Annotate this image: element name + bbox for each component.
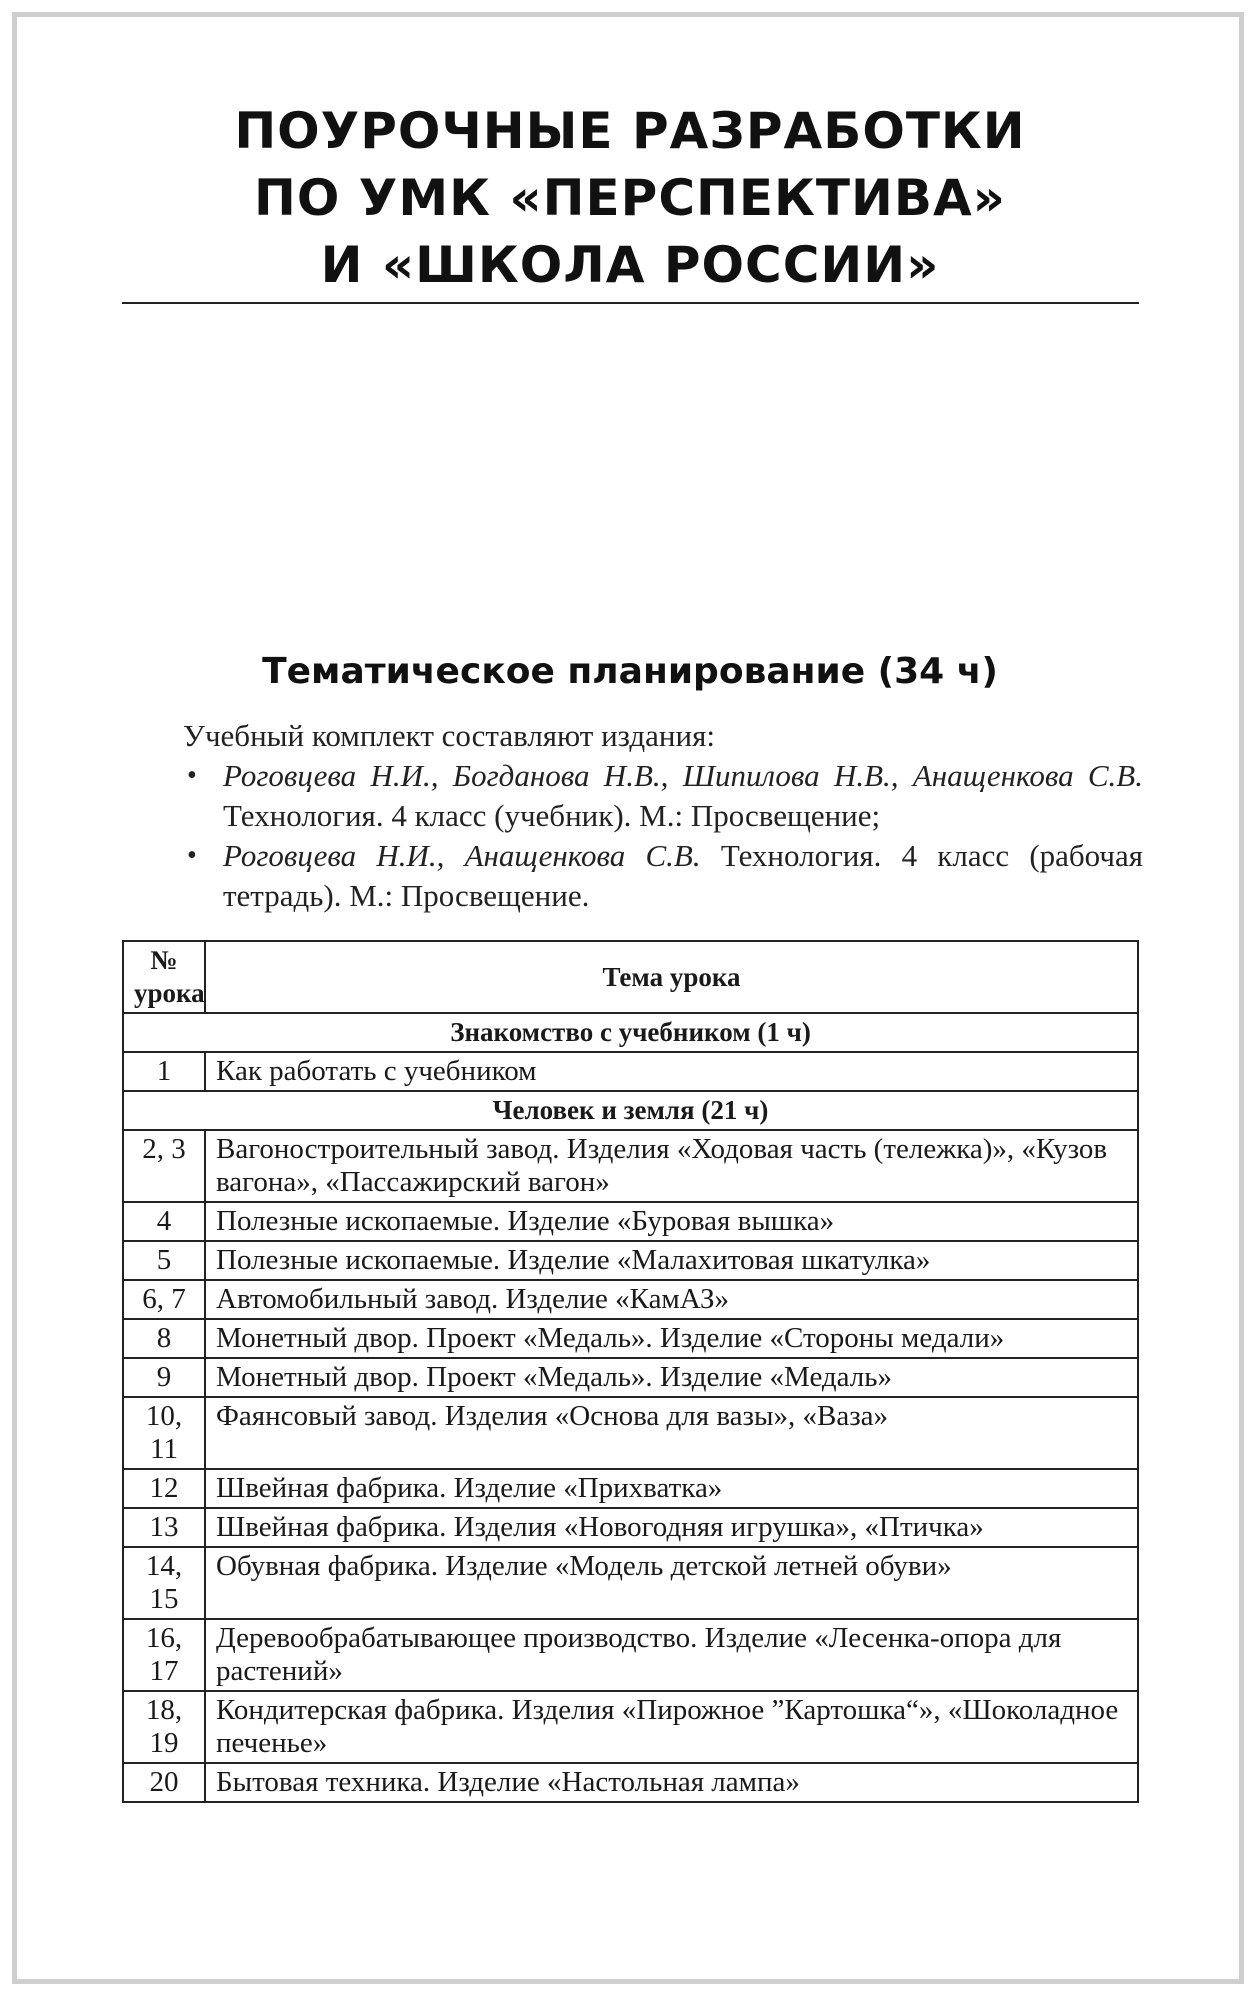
lesson-topic-cell: Кондитерская фабрика. Изделия «Пирожное ”Картошка“», «Шоколадное печенье» <box>205 1691 1138 1763</box>
lesson-number-cell: 8 <box>123 1319 205 1358</box>
lesson-number-cell: 4 <box>123 1202 205 1241</box>
header-divider <box>122 302 1139 304</box>
edition-authors: Роговцева Н.И., Богданова Н.В., Шипилова Н.В., Анащенкова С.В. <box>223 758 1143 793</box>
table-row <box>123 1280 1138 1319</box>
lesson-topic-cell: Монетный двор. Проект «Медаль». Изделие «Стороны медали» <box>205 1319 1138 1358</box>
table-row <box>123 1397 1138 1469</box>
lesson-number-cell: 2, 3 <box>123 1130 205 1202</box>
header-line-3: И «ШКОЛА РОССИИ» <box>320 236 940 294</box>
header-num-sign: № <box>150 945 178 975</box>
table-header-row <box>123 941 1138 1013</box>
section-title-cell: Знакомство с учебником (1 ч) <box>123 1013 1138 1052</box>
lesson-topic-cell: Вагоностроительный завод. Изделия «Ходовая часть (тележка)», «Кузов вагона», «Пассажирский вагон» <box>205 1130 1138 1202</box>
lesson-topic-cell: Деревообрабатывающее производство. Изделие «Лесенка-опора для растений» <box>205 1619 1138 1691</box>
table-row <box>123 1619 1138 1691</box>
edition-text: Технология. 4 класс (учебник). М.: Просвещение; <box>223 798 881 833</box>
lesson-number-cell: 12 <box>123 1469 205 1508</box>
edition-list <box>183 756 1143 916</box>
edition-text: Технология. 4 класс (рабочая тетрадь). М.: Просвещение. <box>223 838 1143 913</box>
section-row <box>123 1013 1138 1052</box>
table-row <box>123 1508 1138 1547</box>
lesson-topic-cell: Полезные ископаемые. Изделие «Буровая вышка» <box>205 1202 1138 1241</box>
lesson-topic-cell: Фаянсовый завод. Изделия «Основа для вазы», «Ваза» <box>205 1397 1138 1469</box>
table-row <box>123 1319 1138 1358</box>
table-row <box>123 1763 1138 1802</box>
edition-authors: Роговцева Н.И., Анащенкова С.В. <box>223 838 701 873</box>
table-body <box>123 1013 1138 1802</box>
lesson-number-cell: 10, 11 <box>123 1397 205 1469</box>
lesson-number-cell: 16, 17 <box>123 1619 205 1691</box>
lesson-number-cell: 5 <box>123 1241 205 1280</box>
lesson-topic-cell: Обувная фабрика. Изделие «Модель детской летней обуви» <box>205 1547 1138 1619</box>
header-num-word: урока <box>134 978 205 1008</box>
table-row <box>123 1241 1138 1280</box>
lesson-number-cell: 9 <box>123 1358 205 1397</box>
page-header <box>0 98 1260 299</box>
lesson-topic-cell: Монетный двор. Проект «Медаль». Изделие «Медаль» <box>205 1358 1138 1397</box>
bullet-icon: • <box>187 840 197 871</box>
bullet-icon: • <box>187 760 197 791</box>
edition-item <box>183 836 1143 916</box>
lesson-topic-cell: Бытовая техника. Изделие «Настольная лампа» <box>205 1763 1138 1802</box>
lesson-topic-cell: Швейная фабрика. Изделия «Новогодняя игрушка», «Птичка» <box>205 1508 1138 1547</box>
lesson-number-cell: 18, 19 <box>123 1691 205 1763</box>
section-title: Тематическое планирование (34 ч) <box>262 651 998 692</box>
table-row <box>123 1547 1138 1619</box>
lesson-topic-cell: Швейная фабрика. Изделие «Прихватка» <box>205 1469 1138 1508</box>
intro-text: Учебный комплект составляют издания: <box>183 718 715 753</box>
lesson-topic-cell: Автомобильный завод. Изделие «КамАЗ» <box>205 1280 1138 1319</box>
lesson-topic-cell: Полезные ископаемые. Изделие «Малахитовая шкатулка» <box>205 1241 1138 1280</box>
table-row <box>123 1130 1138 1202</box>
lesson-plan-table <box>122 940 1139 1803</box>
section-title-cell: Человек и земля (21 ч) <box>123 1091 1138 1130</box>
table-row <box>123 1691 1138 1763</box>
lesson-number-cell: 13 <box>123 1508 205 1547</box>
header-line-1: ПОУРОЧНЫЕ РАЗРАБОТКИ <box>234 102 1026 160</box>
lesson-topic-cell: Как работать с учебником <box>205 1052 1138 1091</box>
table-row <box>123 1358 1138 1397</box>
header-lesson-number <box>123 941 205 1013</box>
table-row <box>123 1052 1138 1091</box>
table-row <box>123 1202 1138 1241</box>
lesson-number-cell: 20 <box>123 1763 205 1802</box>
header-line-2: ПО УМК «ПЕРСПЕКТИВА» <box>254 169 1006 227</box>
lesson-number-cell: 14, 15 <box>123 1547 205 1619</box>
lesson-number-cell: 1 <box>123 1052 205 1091</box>
lesson-number-cell: 6, 7 <box>123 1280 205 1319</box>
header-topic: Тема урока <box>205 941 1138 1013</box>
table-row <box>123 1469 1138 1508</box>
section-row <box>123 1091 1138 1130</box>
edition-item <box>183 756 1143 836</box>
